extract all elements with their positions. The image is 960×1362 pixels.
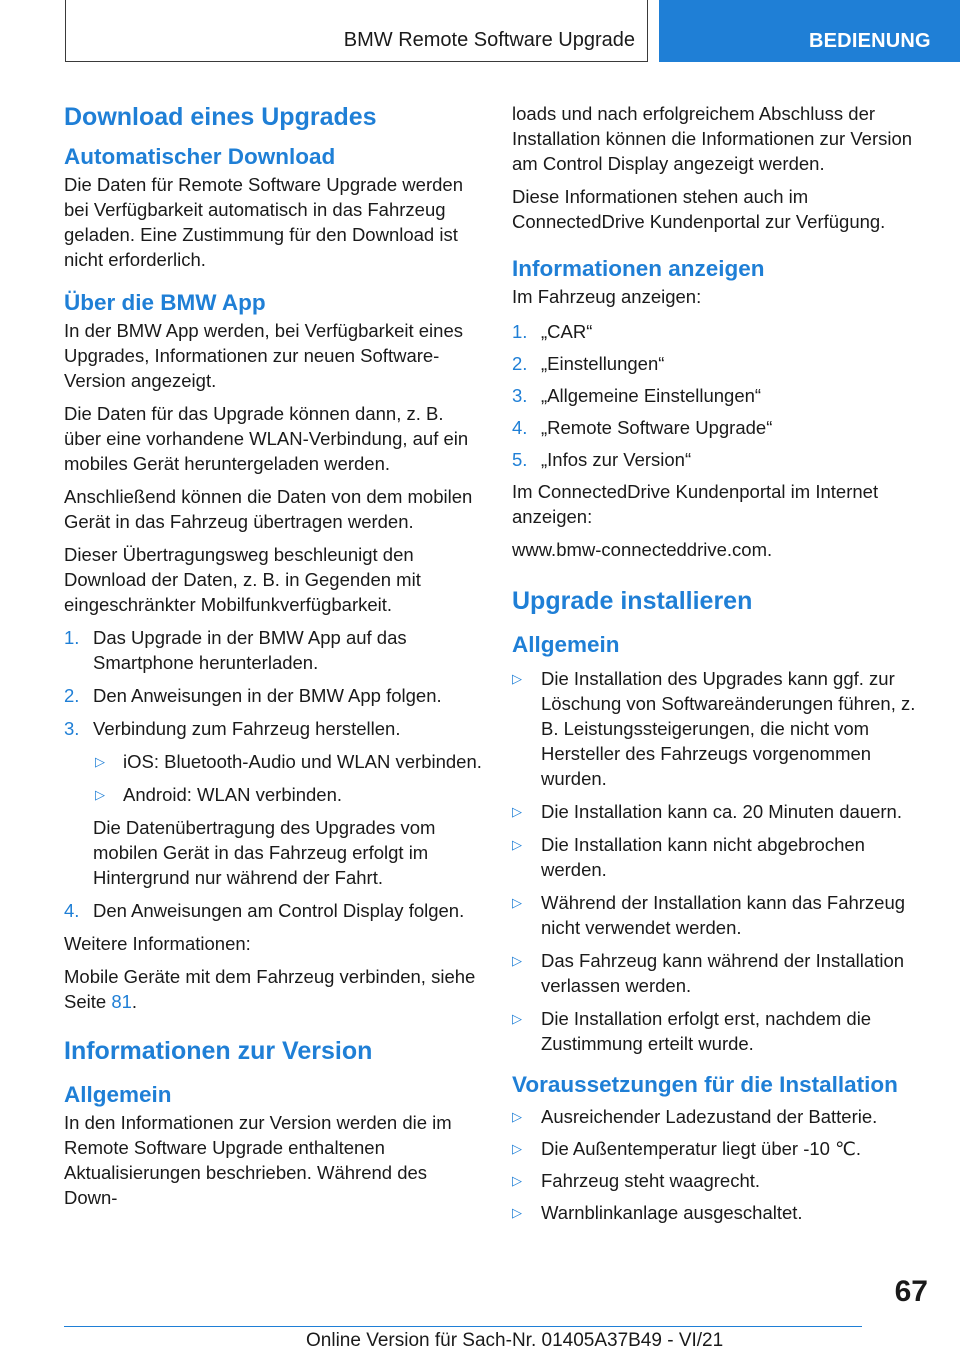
bullet-item xyxy=(512,666,930,791)
menu-step xyxy=(512,319,930,344)
sub-bullet-text: Android: WLAN verbinden. xyxy=(123,784,343,805)
triangle-bullet-icon: ▷ xyxy=(512,895,522,910)
list-number: 2. xyxy=(64,685,80,706)
bullet-text: Ausreichender Ladezustand der Batterie. xyxy=(541,1106,878,1127)
bullet-item xyxy=(512,1168,930,1193)
list-item xyxy=(64,898,482,923)
header-title-box xyxy=(65,0,648,62)
list-item xyxy=(64,716,482,741)
bullet-text: Warnblinkanlage ausgeschaltet. xyxy=(541,1202,803,1223)
triangle-bullet-icon: ▷ xyxy=(512,953,522,968)
list-text: Verbindung zum Fahrzeug herstellen. xyxy=(93,718,401,739)
paragraph-auto-download: Die Daten für Remote Software Upgrade werden bei Verfügbarkeit automatisch in das Fahrzeug geladen. Eine Zustimmung für den Download ist nicht erforderlich. xyxy=(64,174,463,270)
sub-bullet-item xyxy=(64,782,482,807)
right-column xyxy=(512,101,930,1232)
paragraph-app-2: Die Daten für das Upgrade können dann, z. B. über eine vorhandene WLAN-Verbindung, auf ein mobiles Gerät heruntergeladen werden. xyxy=(64,403,469,474)
paragraph-app-4: Dieser Übertragungsweg beschleunigt den Download der Daten, z. B. in Gegenden mit eingeschränkter Mobilfunkverfügbarkeit. xyxy=(64,544,421,615)
menu-step xyxy=(512,415,930,440)
bullet-text: Die Installation kann nicht abgebrochen werden. xyxy=(541,834,865,880)
bullet-item xyxy=(512,890,930,940)
list-item xyxy=(64,683,482,708)
triangle-bullet-icon: ▷ xyxy=(512,1173,522,1188)
header-section-tab: BEDIENUNG xyxy=(659,0,960,62)
list-text: „CAR“ xyxy=(541,321,593,342)
triangle-bullet-icon: ▷ xyxy=(512,1141,522,1156)
list-number: 4. xyxy=(512,417,528,438)
heading-general: Allgemein xyxy=(512,632,620,657)
bullet-text: Die Installation kann ca. 20 Minuten dauern. xyxy=(541,801,902,822)
bullet-item xyxy=(512,948,930,998)
triangle-bullet-icon: ▷ xyxy=(512,837,522,852)
heading-version-info: Informationen zur Version xyxy=(64,1037,373,1065)
sub-note: Die Datenübertragung des Upgrades vom mobilen Gerät in das Fahrzeug erfolgt im Hintergrund nur während der Fahrt. xyxy=(93,817,436,888)
paragraph-internet: Im ConnectedDrive Kundenportal im Internet anzeigen: xyxy=(512,481,879,527)
paragraph-continued: loads und nach erfolgreichem Abschluss der Installation können die Informationen zur Version am Control Display angezeigt werden. xyxy=(512,103,913,174)
triangle-bullet-icon: ▷ xyxy=(95,754,105,769)
paragraph-more-info: Weitere Informationen: xyxy=(64,933,251,954)
sub-bullet-item xyxy=(64,749,482,774)
bullet-item xyxy=(512,832,930,882)
list-number: 5. xyxy=(512,449,528,470)
triangle-bullet-icon: ▷ xyxy=(512,804,522,819)
list-number: 3. xyxy=(64,718,80,739)
bullet-item xyxy=(512,1006,930,1056)
menu-step xyxy=(512,383,930,408)
list-text: „Infos zur Version“ xyxy=(541,449,692,470)
paragraph-version: In den Informationen zur Version werden die im Remote Software Upgrade enthaltenen Aktualisierungen beschrieben. Während des Down- xyxy=(64,1112,452,1208)
bullet-text: Die Außentemperatur liegt über -10 ℃. xyxy=(541,1138,862,1159)
page-number: 67 xyxy=(894,1275,928,1308)
menu-step xyxy=(512,447,930,472)
paragraph-show-in-vehicle: Im Fahrzeug anzeigen: xyxy=(512,286,702,307)
header-title: BMW Remote Software Upgrade xyxy=(343,29,635,51)
paragraph-app-3: Anschließend können die Daten von dem mobilen Gerät in das Fahrzeug übertragen werden. xyxy=(64,486,473,532)
page-link[interactable]: 81 xyxy=(111,991,132,1012)
list-number: 2. xyxy=(512,353,528,374)
bullet-text: Die Installation des Upgrades kann ggf. zur Löschung von Softwareänderungen führen, z. B. Leistungssteigerungen, die nicht vom Hersteller des Fahrzeugs vorgenommen wurden. xyxy=(541,668,916,789)
bullet-text: Die Installation erfolgt erst, nachdem die Zustimmung erteilt wurde. xyxy=(541,1008,872,1054)
list-text: „Allgemeine Einstellungen“ xyxy=(541,385,762,406)
list-number: 3. xyxy=(512,385,528,406)
list-number: 4. xyxy=(64,900,80,921)
bullet-text: Fahrzeug steht waagrecht. xyxy=(541,1170,761,1191)
heading-general: Allgemein xyxy=(64,1082,172,1107)
bullet-item xyxy=(512,1200,930,1225)
triangle-bullet-icon: ▷ xyxy=(512,1109,522,1124)
list-text: Den Anweisungen in der BMW App folgen. xyxy=(93,685,442,706)
see-page-end: . xyxy=(131,991,138,1012)
triangle-bullet-icon: ▷ xyxy=(512,671,522,686)
heading-bmw-app: Über die BMW App xyxy=(64,290,266,315)
paragraph-app-1: In der BMW App werden, bei Verfügbarkeit eines Upgrades, Informationen zur neuen Software-Version angezeigt. xyxy=(64,320,463,391)
list-text: „Einstellungen“ xyxy=(541,353,665,374)
paragraph-see-page xyxy=(64,964,482,1014)
left-column xyxy=(64,100,482,1210)
list-number: 1. xyxy=(512,321,528,342)
bullet-item xyxy=(512,799,930,824)
heading-download: Download eines Upgrades xyxy=(64,103,377,131)
list-item xyxy=(64,625,482,675)
see-page-text: Mobile Geräte mit dem Fahrzeug verbinden, siehe Seite xyxy=(64,966,476,1012)
list-number: 1. xyxy=(64,627,80,648)
triangle-bullet-icon: ▷ xyxy=(512,1205,522,1220)
footer-divider xyxy=(64,1326,862,1327)
bullet-text: Das Fahrzeug kann während der Installation verlassen werden. xyxy=(541,950,905,996)
heading-show-info: Informationen anzeigen xyxy=(512,256,765,281)
triangle-bullet-icon: ▷ xyxy=(95,787,105,802)
menu-step xyxy=(512,351,930,376)
list-text: Den Anweisungen am Control Display folgen. xyxy=(93,900,465,921)
bullet-text: Während der Installation kann das Fahrzeug nicht verwendet werden. xyxy=(541,892,906,938)
bullet-item xyxy=(512,1104,930,1129)
list-text: „Remote Software Upgrade“ xyxy=(541,417,773,438)
list-text: Das Upgrade in der BMW App auf das Smartphone herunterladen. xyxy=(93,627,407,673)
footer-text: Online Version für Sach-Nr. 01405A37B49 - VI/21 xyxy=(306,1330,724,1351)
heading-auto-download: Automatischer Download xyxy=(64,144,336,169)
heading-install-upgrade: Upgrade installieren xyxy=(512,587,753,615)
paragraph-portal: Diese Informationen stehen auch im ConnectedDrive Kundenportal zur Verfügung. xyxy=(512,186,886,232)
bullet-item xyxy=(512,1136,930,1161)
triangle-bullet-icon: ▷ xyxy=(512,1011,522,1026)
sub-bullet-text: iOS: Bluetooth-Audio und WLAN verbinden. xyxy=(123,751,482,772)
portal-url: www.bmw-connecteddrive.com. xyxy=(512,539,773,560)
heading-requirements: Voraussetzungen für die Installation xyxy=(512,1072,898,1097)
